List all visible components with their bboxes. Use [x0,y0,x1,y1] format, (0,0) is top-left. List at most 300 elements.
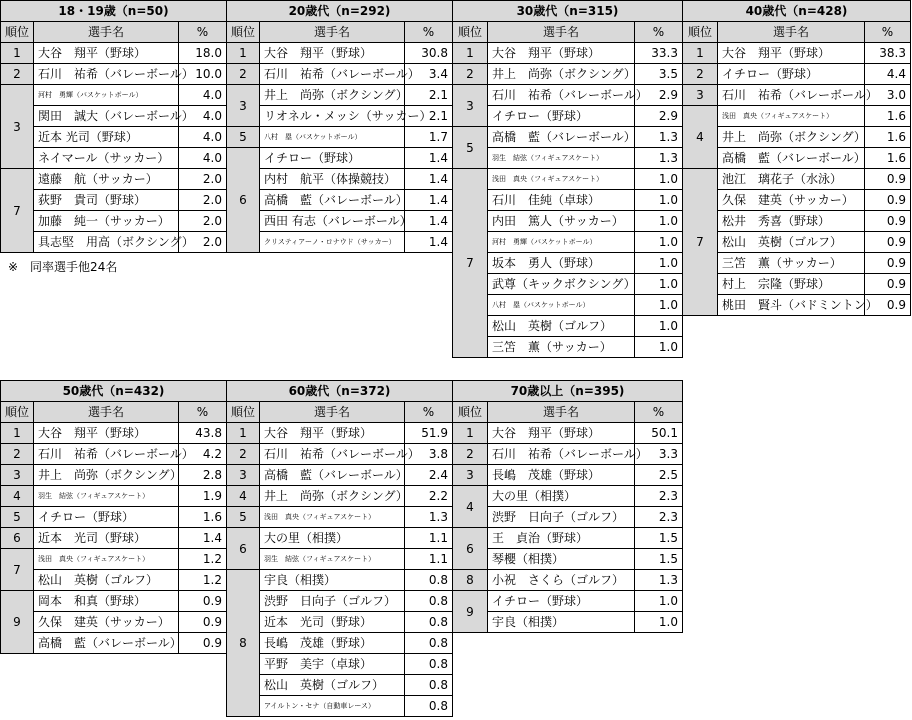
name-cell: ネイマール（サッカー） [34,148,179,169]
name-cell: 大谷 翔平（野球） [488,43,635,64]
table-row [227,570,453,591]
table-row [227,43,453,64]
name-cell: 坂本 勇人（野球） [488,253,635,274]
pct-cell: 1.7 [405,127,453,148]
pct-cell: 2.3 [635,507,683,528]
rank-cell: 2 [453,64,488,85]
name-cell: 桃田 賢斗（バドミントン） [718,295,865,316]
table-50s [0,380,227,654]
pct-cell: 1.0 [635,612,683,633]
table-row [1,85,227,106]
rank-cell: 3 [683,85,718,106]
col-rank: 順位 [453,22,488,43]
pct-cell: 2.9 [635,85,683,106]
rank-cell: 1 [453,423,488,444]
col-pct: % [405,22,453,43]
pct-cell: 1.0 [635,295,683,316]
name-cell: 石川 祐希（バレーボール） [260,444,405,465]
pct-cell: 1.0 [635,591,683,612]
pct-cell: 0.9 [865,253,911,274]
rank-cell: 1 [453,43,488,64]
table-row [683,127,911,148]
group-title: 50歳代（n=432) [1,381,227,402]
name-cell: 岡本 和真（野球） [34,591,179,612]
name-cell: 羽生 結弦（フィギュアスケート） [260,549,405,570]
table-row [1,444,227,465]
pct-cell: 1.5 [635,549,683,570]
rank-cell: 5 [227,127,260,148]
pct-cell: 3.4 [405,64,453,85]
table-row [227,696,453,717]
pct-cell: 1.6 [179,507,227,528]
name-cell: 小祝 さくら（ゴルフ） [488,570,635,591]
col-name: 選手名 [260,402,405,423]
pct-cell: 1.4 [405,169,453,190]
col-rank: 順位 [1,22,34,43]
rank-cell: 2 [683,64,718,85]
name-cell: 関田 誠大（バレーボール） [34,106,179,127]
name-cell: 大の里（相撲） [488,486,635,507]
rank-cell: 5 [1,507,34,528]
table-row [1,612,227,633]
table-30s [452,0,683,358]
table-row [227,190,453,211]
table-row [227,507,453,528]
table-row [1,190,227,211]
pct-cell: 0.8 [405,591,453,612]
table-row [1,43,227,64]
col-name: 選手名 [260,22,405,43]
name-cell: クリスティアーノ・ロナウド（サッカー） [260,232,405,253]
table-row [1,127,227,148]
name-cell: 浅田 真央（フィギュアスケート） [260,507,405,528]
pct-cell: 43.8 [179,423,227,444]
pct-cell: 2.0 [179,190,227,211]
name-cell: 琴櫻（相撲） [488,549,635,570]
name-cell: 内田 篤人（サッカー） [488,211,635,232]
name-cell: 浅田 真央（フィギュアスケート） [34,549,179,570]
pct-cell: 1.3 [635,148,683,169]
name-cell: 高橋 藍（バレーボール） [260,465,405,486]
table-18-19 [0,0,227,253]
table-row [227,486,453,507]
table-row [453,570,683,591]
pct-cell: 30.8 [405,43,453,64]
pct-cell: 1.1 [405,549,453,570]
pct-cell: 3.5 [635,64,683,85]
pct-cell: 2.4 [405,465,453,486]
name-cell: 西田 有志（バレーボール） [260,211,405,232]
rank-cell: 1 [683,43,718,64]
name-cell: 渋野 日向子（ゴルフ） [488,507,635,528]
table-row [683,295,911,316]
pct-cell: 2.3 [635,486,683,507]
name-cell: 八村 塁（バスケットボール） [260,127,405,148]
col-pct: % [635,22,683,43]
rank-cell: 6 [227,528,260,570]
pct-cell: 2.1 [405,85,453,106]
rank-cell: 3 [1,465,34,486]
table-row [453,316,683,337]
name-cell: 宇良（相撲） [488,612,635,633]
name-cell: 高橋 藍（バレーボール） [34,633,179,654]
name-cell: 大谷 翔平（野球） [34,423,179,444]
table-row [683,232,911,253]
pct-cell: 1.0 [635,337,683,358]
name-cell: 宇良（相撲） [260,570,405,591]
footnote: ※ 同率選手他24名 [8,260,118,274]
name-cell: リオネル・メッシ（サッカー） [260,106,405,127]
group-title: 18・19歳（n=50) [1,1,227,22]
rank-cell: 9 [453,591,488,633]
name-cell: 池江 璃花子（水泳） [718,169,865,190]
col-rank: 順位 [1,402,34,423]
table-row [227,675,453,696]
name-cell: 河村 勇輝（バスケットボール） [34,85,179,106]
pct-cell: 38.3 [865,43,911,64]
name-cell: 井上 尚弥（ボクシング） [718,127,865,148]
pct-cell: 1.9 [179,486,227,507]
pct-cell: 1.0 [635,169,683,190]
name-cell: 高橋 藍（バレーボール） [488,127,635,148]
rank-cell: 7 [453,169,488,358]
rank-cell: 7 [1,169,34,253]
rank-cell: 5 [227,507,260,528]
table-row [453,253,683,274]
name-cell: 渋野 日向子（ゴルフ） [260,591,405,612]
table-row [1,211,227,232]
name-cell: 荻野 貴司（野球） [34,190,179,211]
name-cell: 近本 光司（野球） [34,127,179,148]
pct-cell: 1.0 [635,274,683,295]
col-pct: % [865,22,911,43]
table-20s [226,0,453,253]
pct-cell: 1.4 [405,211,453,232]
pct-cell: 1.0 [635,253,683,274]
pct-cell: 4.0 [179,85,227,106]
name-cell: イチロー（野球） [34,507,179,528]
rank-cell: 4 [227,486,260,507]
table-row [453,612,683,633]
name-cell: 石川 佳純（卓球） [488,190,635,211]
table-row [453,190,683,211]
table-row [227,85,453,106]
rank-cell: 3 [227,465,260,486]
pct-cell: 0.9 [865,169,911,190]
pct-cell: 1.3 [635,570,683,591]
table-row [453,232,683,253]
table-row [1,148,227,169]
table-row [227,127,453,148]
table-row [683,274,911,295]
pct-cell: 1.4 [179,528,227,549]
rank-cell: 4 [683,106,718,169]
pct-cell: 1.4 [405,232,453,253]
col-name: 選手名 [488,22,635,43]
table-row [227,169,453,190]
col-rank: 順位 [683,22,718,43]
pct-cell: 2.0 [179,169,227,190]
rank-cell: 2 [227,64,260,85]
table-row [1,570,227,591]
table-row [1,169,227,190]
table-row [1,106,227,127]
pct-cell: 1.0 [635,316,683,337]
name-cell: 河村 勇輝（バスケットボール） [488,232,635,253]
table-row [227,612,453,633]
table-row [453,507,683,528]
group-title: 30歳代（n=315) [453,1,683,22]
name-cell: 羽生 結弦（フィギュアスケート） [488,148,635,169]
name-cell: イチロー（野球） [260,148,405,169]
pct-cell: 4.0 [179,106,227,127]
pct-cell: 2.8 [179,465,227,486]
table-row [227,148,453,169]
group-title: 70歳以上（n=395) [453,381,683,402]
pct-cell: 0.8 [405,696,453,717]
table-row [453,169,683,190]
name-cell: 遠藤 航（サッカー） [34,169,179,190]
name-cell: 平野 美宇（卓球） [260,654,405,675]
name-cell: 大谷 翔平（野球） [260,43,405,64]
table-row [453,64,683,85]
group-title: 60歳代（n=372) [227,381,453,402]
table-row [683,190,911,211]
name-cell: 八村 塁（バスケットボール） [488,295,635,316]
name-cell: 松山 英樹（ゴルフ） [488,316,635,337]
rank-cell: 3 [453,465,488,486]
rank-cell: 7 [683,169,718,316]
name-cell: イチロー（野球） [488,106,635,127]
name-cell: 大谷 翔平（野球） [718,43,865,64]
name-cell: 松山 英樹（ゴルフ） [718,232,865,253]
pct-cell: 1.0 [635,232,683,253]
table-row [227,444,453,465]
col-name: 選手名 [488,402,635,423]
table-row [453,127,683,148]
name-cell: 石川 祐希（バレーボール） [488,85,635,106]
rank-cell: 1 [1,423,34,444]
name-cell: 高橋 藍（バレーボール） [260,190,405,211]
name-cell: 井上 尚弥（ボクシング） [260,486,405,507]
table-row [453,591,683,612]
pct-cell: 1.5 [635,528,683,549]
name-cell: 武尊（キックボクシング） [488,274,635,295]
table-row [227,64,453,85]
table-row [453,274,683,295]
pct-cell: 0.8 [405,570,453,591]
table-row [227,633,453,654]
table-row [683,43,911,64]
pct-cell: 0.9 [865,295,911,316]
rank-cell: 1 [1,43,34,64]
pct-cell: 2.5 [635,465,683,486]
pct-cell: 0.8 [405,654,453,675]
rank-cell: 7 [1,549,34,591]
pct-cell: 0.9 [179,591,227,612]
rank-cell: 2 [1,64,34,85]
table-row [453,85,683,106]
pct-cell: 50.1 [635,423,683,444]
pct-cell: 51.9 [405,423,453,444]
col-pct: % [179,22,227,43]
pct-cell: 1.6 [865,106,911,127]
pct-cell: 1.4 [405,148,453,169]
table-row [1,549,227,570]
name-cell: 加藤 純一（サッカー） [34,211,179,232]
name-cell: 浅田 真央（フィギュアスケート） [488,169,635,190]
col-name: 選手名 [34,22,179,43]
pct-cell: 0.8 [405,612,453,633]
rank-cell: 3 [453,85,488,127]
table-70-plus [452,380,683,633]
table-row [453,295,683,316]
col-pct: % [179,402,227,423]
col-pct: % [405,402,453,423]
table-row [453,549,683,570]
pct-cell: 1.2 [179,549,227,570]
name-cell: 浅田 真央（フィギュアスケート） [718,106,865,127]
table-row [227,106,453,127]
rank-cell: 4 [453,486,488,528]
rank-cell: 2 [227,444,260,465]
rank-cell: 5 [453,127,488,169]
name-cell: 大谷 翔平（野球） [34,43,179,64]
name-cell: 松山 英樹（ゴルフ） [34,570,179,591]
pct-cell: 4.0 [179,127,227,148]
name-cell: 石川 祐希（バレーボール） [34,64,179,85]
pct-cell: 4.0 [179,148,227,169]
name-cell: 内村 航平（体操競技） [260,169,405,190]
name-cell: 久保 建英（サッカー） [34,612,179,633]
name-cell: 王 貞治（野球） [488,528,635,549]
table-row [453,423,683,444]
name-cell: 大の里（相撲） [260,528,405,549]
table-row [683,148,911,169]
rank-cell: 8 [227,570,260,717]
table-row [683,64,911,85]
pct-cell: 0.8 [405,675,453,696]
pct-cell: 1.6 [865,148,911,169]
pct-cell: 1.3 [635,127,683,148]
table-row [1,423,227,444]
group-title: 20歳代（n=292) [227,1,453,22]
name-cell: 近本 光司（野球） [260,612,405,633]
col-rank: 順位 [227,402,260,423]
table-row [227,211,453,232]
pct-cell: 4.2 [179,444,227,465]
table-row [227,528,453,549]
table-row [453,528,683,549]
rank-cell: 1 [227,43,260,64]
table-row [683,169,911,190]
pct-cell: 3.8 [405,444,453,465]
name-cell: イチロー（野球） [718,64,865,85]
pct-cell: 4.4 [865,64,911,85]
pct-cell: 2.0 [179,211,227,232]
table-row [1,528,227,549]
pct-cell: 0.9 [865,274,911,295]
table-row [1,633,227,654]
name-cell: 羽生 結弦（フィギュアスケート） [34,486,179,507]
name-cell: イチロー（野球） [488,591,635,612]
rank-cell: 3 [227,85,260,127]
name-cell: 石川 祐希（バレーボール） [718,85,865,106]
name-cell: 松井 秀喜（野球） [718,211,865,232]
name-cell: 大谷 翔平（野球） [260,423,405,444]
name-cell: 松山 英樹（ゴルフ） [260,675,405,696]
table-60s [226,380,453,717]
table-row [453,43,683,64]
table-row [227,549,453,570]
table-row [1,64,227,85]
name-cell: 久保 建英（サッカー） [718,190,865,211]
table-row [1,232,227,253]
table-row [227,232,453,253]
name-cell: 石川 祐希（バレーボール） [34,444,179,465]
table-row [453,444,683,465]
rank-cell: 8 [453,570,488,591]
rank-cell: 6 [227,148,260,253]
pct-cell: 2.2 [405,486,453,507]
table-row [453,337,683,358]
name-cell: 高橋 藍（バレーボール） [718,148,865,169]
table-row [227,423,453,444]
table-row [453,106,683,127]
pct-cell: 0.8 [405,633,453,654]
name-cell: 長嶋 茂雄（野球） [260,633,405,654]
pct-cell: 0.9 [865,232,911,253]
pct-cell: 3.3 [635,444,683,465]
pct-cell: 1.6 [865,127,911,148]
name-cell: 井上 尚弥（ボクシング） [488,64,635,85]
name-cell: 近本 光司（野球） [34,528,179,549]
table-row [453,486,683,507]
table-row [453,148,683,169]
pct-cell: 1.4 [405,190,453,211]
table-40s [682,0,911,316]
rank-cell: 4 [1,486,34,507]
table-row [683,253,911,274]
rank-cell: 6 [453,528,488,570]
table-row [227,654,453,675]
pct-cell: 0.9 [179,612,227,633]
col-rank: 順位 [453,402,488,423]
rank-cell: 2 [1,444,34,465]
table-row [683,85,911,106]
pct-cell: 2.9 [635,106,683,127]
table-row [227,591,453,612]
name-cell: 井上 尚弥（ボクシング） [34,465,179,486]
name-cell: 大谷 翔平（野球） [488,423,635,444]
name-cell: 具志堅 用高（ボクシング） [34,232,179,253]
name-cell: 三笘 薫（サッカー） [718,253,865,274]
name-cell: 長嶋 茂雄（野球） [488,465,635,486]
pct-cell: 1.1 [405,528,453,549]
name-cell: 村上 宗隆（野球） [718,274,865,295]
group-title: 40歳代（n=428) [683,1,911,22]
table-row [1,507,227,528]
rank-cell: 6 [1,528,34,549]
pct-cell: 18.0 [179,43,227,64]
pct-cell: 1.0 [635,211,683,232]
rank-cell: 9 [1,591,34,654]
table-row [1,486,227,507]
pct-cell: 3.0 [865,85,911,106]
table-row [1,591,227,612]
table-row [227,465,453,486]
pct-cell: 1.0 [635,190,683,211]
